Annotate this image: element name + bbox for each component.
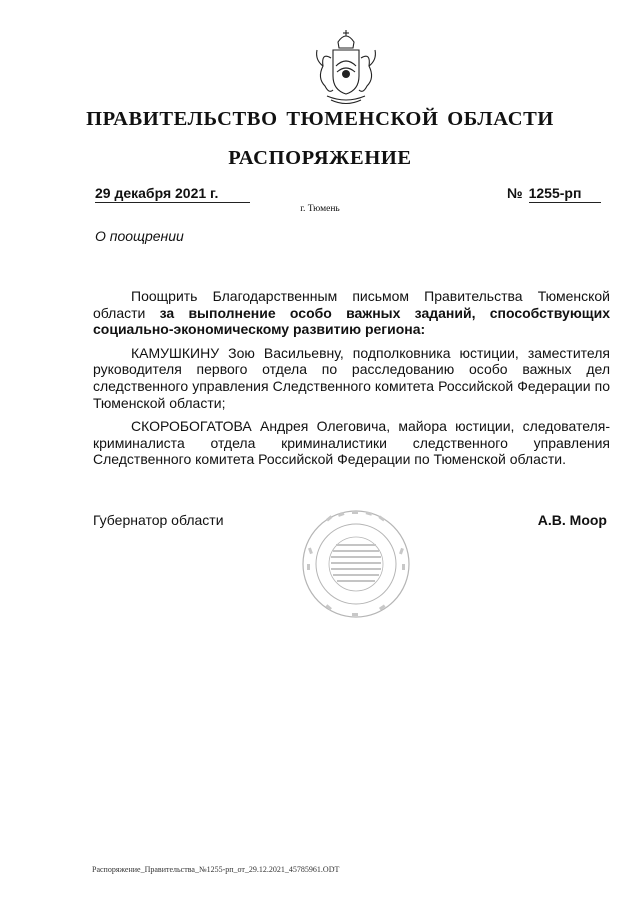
paragraph-awardee-2: СКОРОБОГАТОВА Андрея Олеговича, майора юстиции, следователя-криминалиста отдела криминалистики следственного управления Следственного комитета Российской Федерации по Тюменской области. bbox=[93, 418, 610, 468]
footer-filename: Распоряжение_Правительства_№1255-рп_от_29.12.2021_45785961.ODT bbox=[92, 865, 340, 874]
number-value: 1255-рп bbox=[529, 185, 601, 203]
document-subject: О поощрении bbox=[95, 228, 184, 244]
signatory-title: Губернатор области bbox=[93, 512, 224, 528]
signatory-name: А.В. Моор bbox=[537, 512, 607, 528]
number-label: № bbox=[507, 185, 523, 201]
paragraph-intro-bold: за выполнение особо важных заданий, способствующих социально-экономическому развитию региона: bbox=[93, 304, 610, 338]
document-date: 29 декабря 2021 г. bbox=[95, 185, 250, 203]
document-type: РАСПОРЯЖЕНИЕ bbox=[228, 147, 412, 169]
paragraph-intro-text: Поощрить Благодарственным письмом Правительства Тюменской области bbox=[93, 288, 610, 321]
document-number bbox=[507, 185, 601, 203]
electronic-signature-seal-icon bbox=[300, 508, 412, 620]
document-body bbox=[93, 288, 610, 475]
paragraph-awardee-1: КАМУШКИНУ Зою Васильевну, подполковника юстиции, заместителя руководителя первого отдела по расследованию особо важных дел следственного управления Следственного комитета Российской Федерации по Тюменской области; bbox=[93, 344, 610, 411]
paragraph-intro bbox=[93, 288, 610, 338]
document-city: г. Тюмень bbox=[300, 204, 340, 214]
organization-name: ПРАВИТЕЛЬСТВО ТЮМЕНСКОЙ ОБЛАСТИ bbox=[86, 108, 554, 130]
tyumen-coat-of-arms-icon bbox=[303, 28, 389, 110]
